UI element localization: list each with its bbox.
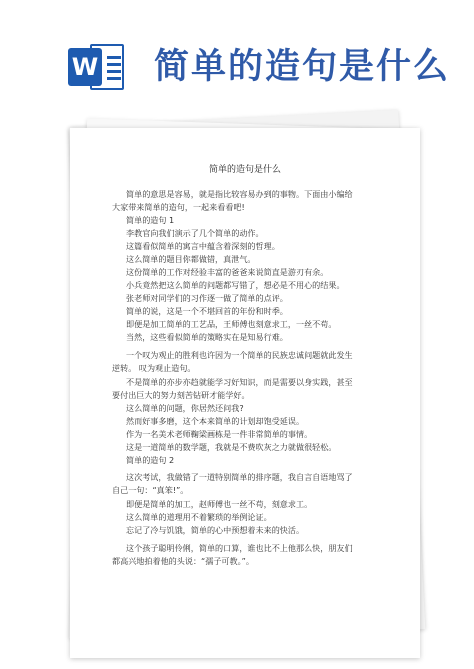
banner-title: 简单的造句是什么 [154,47,451,87]
body-line: 即便是简单的加工，赵师傅也一丝不苟，刻意求工。 [126,499,313,509]
body-line: 这个孩子聪明伶俐，简单的口算，谁也比不上他那么快，朋友们 [126,543,353,553]
body-line: 不是简单的亦步亦趋就能学习好知识，而是需要以身实践，甚至 [126,377,353,387]
body-line: 都高兴地拍着他的头说：“孺子可教。”。 [112,556,254,566]
body-line: 然而好事多磨，这个本来简单的计划却饱受延误。 [126,416,305,426]
body-line: 自己一句：“真笨!”。 [112,485,189,495]
body-line: 作为一名美术老师鞠梁画栋是一件非常简单的事情。 [126,429,313,439]
body-line: 李教官向我们演示了几个简单的动作。 [126,228,264,238]
body-line: 这篇看似简单的寓言中蕴含着深刻的哲理。 [126,241,280,251]
body-line: 这份简单的工作对经验丰富的爸爸来说简直是游刃有余。 [126,267,329,277]
body-line: 逆转。 叹为观止造句。 [112,363,196,373]
body-line: 简单的说，这是一个不堪回首的年份和时季。 [126,306,288,316]
document-title: 简单的造句是什么 [208,165,281,175]
body-line: 这次考试，我做错了一道特别简单的排序题，我自言自语地骂了 [126,472,353,482]
body-line: 一个叹为观止的胜利也许因为一个简单的民族忠诚问题就此发生 [126,350,353,360]
section-heading: 简单的造句 2 [126,455,175,465]
word-document-icon [68,40,126,94]
body-line: 这么简单的问题，你居然还问我? [126,403,244,413]
document-page [70,128,420,658]
body-line: 小兵竟然把这么简单的问题都写错了，想必是不用心的结果。 [126,280,345,290]
body-line: 这么简单的题目你都做错，真泄气。 [126,254,256,264]
body-line: 当然，这些看似简单的策略实在是知易行难。 [126,332,288,342]
body-line: 大家带来简单的造句，一起来看看吧! [112,202,245,212]
body-line: 这么简单的道理用不着繁琐的举例论证。 [126,512,272,522]
body-line: 简单的意思是容易，就是指比较容易办到的事物。下面由小编给 [126,189,353,199]
body-line: 忘记了冷与饥饿，简单的心中预想着未来的快活。 [126,525,305,535]
word-logo-letter: W [68,48,102,86]
body-line: 这是一道简单的数学题，我就是不费吹灰之力就做很轻松。 [126,442,337,452]
section-heading: 简单的造句 1 [126,215,175,225]
body-line: 即便是加工简单的工艺品，王师傅也刻意求工，一丝不苟。 [126,319,337,329]
body-line: 要付出巨大的努力刻苦钻研才能学好。 [112,390,250,400]
header [0,0,474,130]
body-line: 张老师对同学们的习作逐一做了简单的点评。 [126,293,288,303]
